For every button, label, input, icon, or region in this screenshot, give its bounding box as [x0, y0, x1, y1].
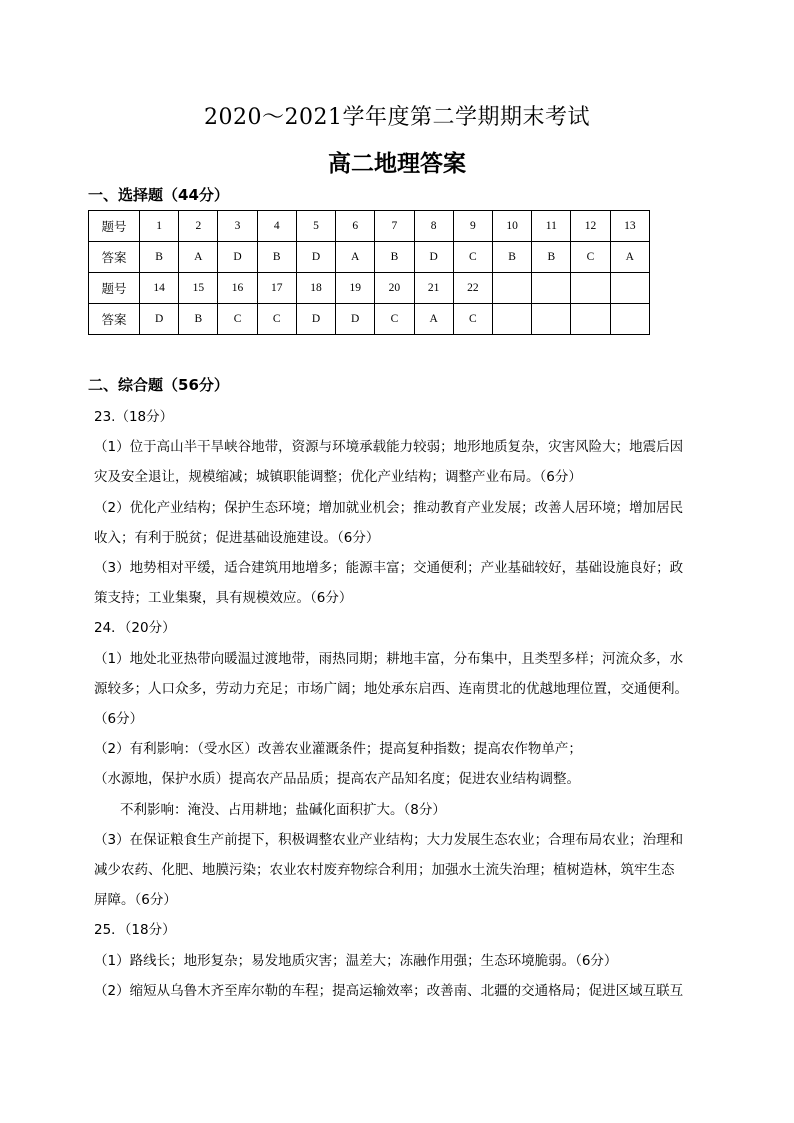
question-number: 10 [492, 211, 531, 242]
question-header-24: 24．（20分） [94, 620, 176, 637]
question-number: 12 [571, 211, 610, 242]
answer-cell: B [140, 242, 179, 273]
empty-cell [492, 304, 531, 335]
answer-cell: B [532, 242, 571, 273]
row-label-question: 题号 [89, 273, 140, 304]
answer-cell: C [571, 242, 610, 273]
answer-line: （1）路线长；地形复杂；易发地质灾害；温差大；冻融作用强；生态环境脆弱。（6分） [94, 952, 618, 969]
answer-line: （2）有利影响：（受水区）改善农业灌溉条件；提高复种指数；提高农作物单产； [94, 741, 582, 758]
question-number: 14 [140, 273, 179, 304]
answer-cell: D [296, 304, 335, 335]
answer-cell: D [140, 304, 179, 335]
exam-title: 2020～2021学年度第二学期期末考试 [204, 105, 590, 130]
answer-cell: B [375, 242, 414, 273]
section1-heading: 一、选择题（44分） [88, 186, 229, 204]
question-number: 18 [296, 273, 335, 304]
answer-cell: A [336, 242, 375, 273]
answer-cell: C [453, 242, 492, 273]
row-label-answer: 答案 [89, 242, 140, 273]
question-number: 17 [257, 273, 296, 304]
empty-cell [492, 273, 531, 304]
answer-line: 不利影响：淹没、占用耕地；盐碱化面积扩大。（8分） [120, 801, 446, 818]
answer-line: （3）在保证粮食生产前提下，积极调整农业产业结构；大力发展生态农业；合理布局农业；治理和 [94, 831, 684, 848]
answer-line: （水源地，保护水质）提高农产品品质；提高农产品知名度；促进农业结构调整。 [94, 771, 580, 788]
answer-table [88, 210, 650, 335]
answer-line: （2）优化产业结构；保护生态环境；增加就业机会；推动教育产业发展；改善人居环境；增加居民 [94, 499, 684, 516]
question-number: 6 [336, 211, 375, 242]
answer-cell: D [296, 242, 335, 273]
question-number: 22 [453, 273, 492, 304]
question-number: 2 [179, 211, 218, 242]
question-number: 15 [179, 273, 218, 304]
question-number: 7 [375, 211, 414, 242]
answer-subtitle: 高二地理答案 [328, 151, 466, 177]
answer-cell: A [414, 304, 453, 335]
empty-cell [532, 304, 571, 335]
answer-cell: D [218, 242, 257, 273]
question-number: 8 [414, 211, 453, 242]
answer-cell: C [453, 304, 492, 335]
comprehensive-answers [94, 402, 706, 1006]
answer-row-2 [89, 304, 650, 335]
answer-line: 源较多；人口众多，劳动力充足；市场广阔；地处承东启西、连南贯北的优越地理位置，交通便利。 [94, 680, 688, 697]
empty-cell [610, 273, 649, 304]
answer-line: 减少农药、化肥、地膜污染；农业农村废弃物综合利用；加强水土流失治理；植树造林，筑牢生态 [94, 862, 675, 879]
answer-cell: B [257, 242, 296, 273]
answer-row-1 [89, 242, 650, 273]
question-header-25: 25．（18分） [94, 922, 176, 939]
answer-line: 屏障。（6分） [94, 892, 177, 909]
answer-line: 策支持；工业集聚，具有规模效应。（6分） [94, 590, 353, 607]
question-number: 5 [296, 211, 335, 242]
section2-heading: 二、综合题（56分） [88, 376, 229, 394]
answer-line: （3）地势相对平缓，适合建筑用地增多；能源丰富；交通便利；产业基础较好，基础设施良好；政 [94, 560, 684, 577]
answer-line: （2）缩短从乌鲁木齐至库尔勒的车程；提高运输效率；改善南、北疆的交通格局；促进区域互联互 [94, 982, 684, 999]
answer-cell: B [492, 242, 531, 273]
answer-cell: A [610, 242, 649, 273]
question-number: 9 [453, 211, 492, 242]
row-label-question: 题号 [89, 211, 140, 242]
question-number: 11 [532, 211, 571, 242]
answer-cell: B [179, 304, 218, 335]
question-number-row-2 [89, 273, 650, 304]
answer-line: （1）地处北亚热带向暖温过渡地带，雨热同期；耕地丰富，分布集中，且类型多样；河流众多，水 [94, 650, 684, 667]
answer-line: 灾及安全退让，规模缩减；城镇职能调整；优化产业结构；调整产业布局。（6分） [94, 469, 582, 486]
question-number: 21 [414, 273, 453, 304]
empty-cell [571, 273, 610, 304]
question-number: 13 [610, 211, 649, 242]
question-number: 16 [218, 273, 257, 304]
answer-cell: C [218, 304, 257, 335]
answer-cell: C [375, 304, 414, 335]
empty-cell [532, 273, 571, 304]
answer-line: （6分） [94, 711, 144, 728]
answer-cell: D [336, 304, 375, 335]
question-number: 3 [218, 211, 257, 242]
question-header-23: 23.（18分） [94, 409, 174, 425]
answer-cell: D [414, 242, 453, 273]
answer-line: 收入；有利于脱贫；促进基础设施建设。（6分） [94, 529, 380, 546]
question-number: 4 [257, 211, 296, 242]
question-number-row-1 [89, 211, 650, 242]
answer-cell: C [257, 304, 296, 335]
question-number: 1 [140, 211, 179, 242]
question-number: 20 [375, 273, 414, 304]
question-number: 19 [336, 273, 375, 304]
answer-line: （1）位于高山半干旱峡谷地带，资源与环境承载能力较弱；地形地质复杂，灾害风险大；地震后因 [94, 439, 684, 456]
answer-cell: A [179, 242, 218, 273]
empty-cell [610, 304, 649, 335]
empty-cell [571, 304, 610, 335]
row-label-answer: 答案 [89, 304, 140, 335]
